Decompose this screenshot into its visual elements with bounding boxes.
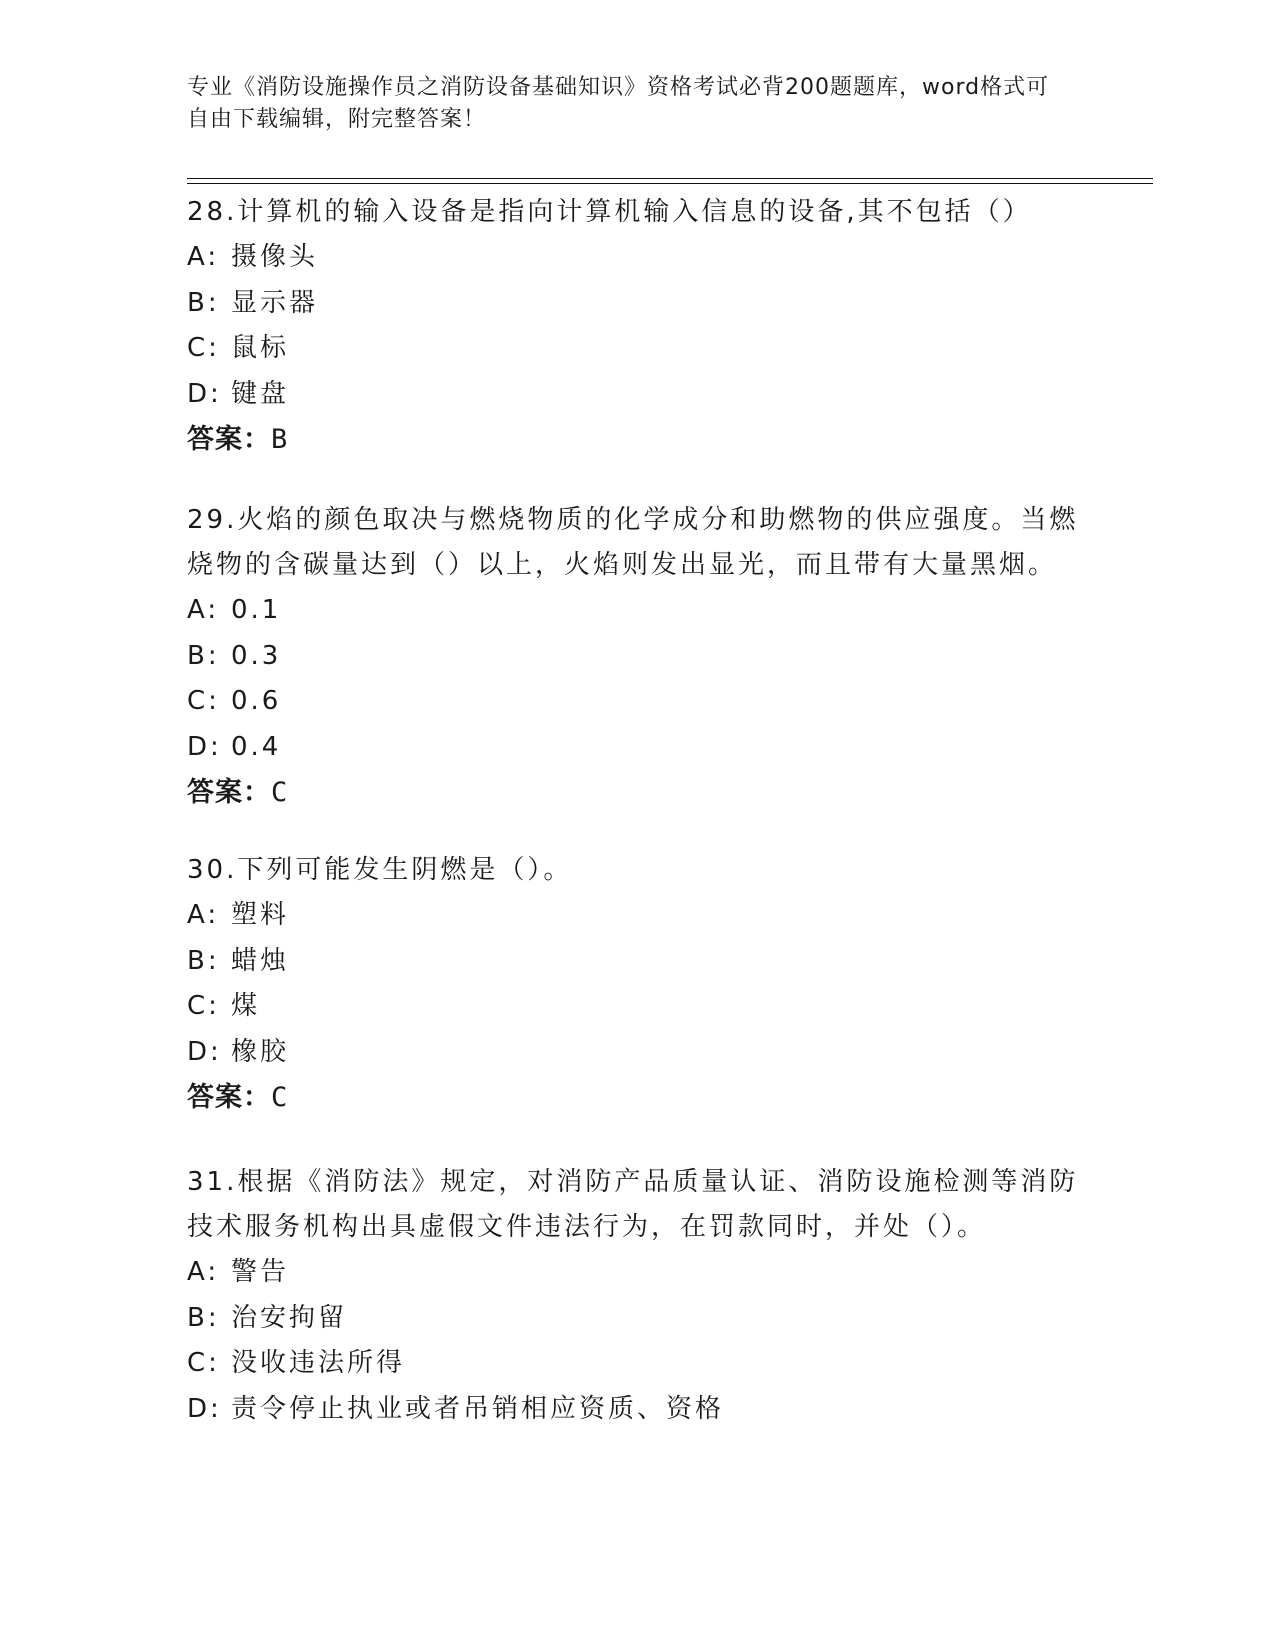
option-key: A: [187, 1257, 220, 1287]
question-stem [187, 498, 1087, 588]
option-text: 橡胶 [231, 1036, 290, 1067]
option-text: 0.4 [231, 731, 282, 762]
option-text: 0.3 [231, 640, 282, 671]
question-number: 29. [187, 505, 238, 535]
question-number: 28. [187, 197, 238, 227]
question-28 [187, 190, 1087, 462]
question-number: 30. [187, 855, 238, 885]
option-key: B: [187, 945, 220, 976]
option-b [187, 634, 1087, 680]
question-number: 31. [187, 1167, 238, 1197]
answer [187, 1075, 1087, 1120]
option-c [187, 679, 1087, 725]
question-29 [187, 498, 1087, 815]
option-text: 塑料 [231, 900, 290, 930]
answer-label: 答案： [187, 424, 271, 455]
option-key: C: [187, 1348, 220, 1378]
question-stem [187, 190, 1087, 235]
option-a [187, 588, 1087, 634]
option-text: 鼠标 [231, 333, 290, 363]
answer-value: C [271, 777, 289, 808]
document-header [187, 72, 1067, 136]
option-d [187, 1387, 1087, 1433]
answer [187, 770, 1087, 815]
option-text: 0.6 [231, 686, 282, 716]
question-31 [187, 1160, 1087, 1432]
option-key: D: [187, 1393, 222, 1424]
option-a [187, 235, 1087, 281]
question-text: 计算机的输入设备是指向计算机输入信息的设备,其不包括（） [237, 197, 1032, 227]
option-a [187, 1250, 1087, 1296]
option-key: D: [187, 731, 222, 762]
question-text: 根据《消防法》规定，对消防产品质量认证、消防设施检测等消防技术服务机构出具虚假文件违法行为，在罚款同时，并处（）。 [187, 1167, 1079, 1242]
header-divider-top [187, 178, 1153, 179]
question-text: 火焰的颜色取决与燃烧物质的化学成分和助燃物的供应强度。当燃烧物的含碳量达到（）以上，火焰则发出显光，而且带有大量黑烟。 [187, 505, 1079, 580]
question-30 [187, 848, 1087, 1120]
option-key: C: [187, 333, 220, 363]
question-text: 下列可能发生阴燃是（）。 [237, 855, 573, 885]
question-stem [187, 848, 1087, 893]
option-text: 蜡烛 [231, 945, 290, 976]
option-text: 责令停止执业或者吊销相应资质、资格 [231, 1393, 725, 1424]
option-text: 显示器 [231, 287, 319, 318]
option-key: A: [187, 595, 220, 625]
option-key: D: [187, 1036, 222, 1067]
option-key: B: [187, 287, 220, 318]
option-key: A: [187, 242, 220, 272]
option-c [187, 1341, 1087, 1387]
option-b [187, 939, 1087, 985]
option-c [187, 984, 1087, 1030]
option-key: D: [187, 378, 222, 409]
option-d [187, 372, 1087, 418]
option-text: 煤 [231, 991, 261, 1021]
option-text: 没收违法所得 [231, 1348, 406, 1378]
option-text: 治安拘留 [231, 1302, 348, 1333]
question-stem [187, 1160, 1087, 1250]
header-divider-bottom [187, 183, 1153, 184]
option-text: 摄像头 [231, 242, 319, 272]
answer-value: C [271, 1082, 289, 1113]
option-b [187, 281, 1087, 327]
answer-label: 答案： [187, 1082, 271, 1113]
option-b [187, 1296, 1087, 1342]
option-key: C: [187, 686, 220, 716]
option-a [187, 893, 1087, 939]
option-c [187, 326, 1087, 372]
option-text: 键盘 [231, 378, 290, 409]
answer-label: 答案： [187, 777, 271, 808]
option-key: B: [187, 1302, 220, 1333]
option-d [187, 1030, 1087, 1076]
option-d [187, 725, 1087, 771]
answer-value: B [271, 424, 289, 455]
option-key: C: [187, 991, 220, 1021]
option-text: 0.1 [231, 595, 282, 625]
option-key: B: [187, 640, 220, 671]
option-text: 警告 [231, 1257, 290, 1287]
option-key: A: [187, 900, 220, 930]
answer [187, 417, 1087, 462]
header-text: 专业《消防设施操作员之消防设备基础知识》资格考试必背200题题库，word格式可自由下载编辑，附完整答案！ [187, 75, 1050, 132]
